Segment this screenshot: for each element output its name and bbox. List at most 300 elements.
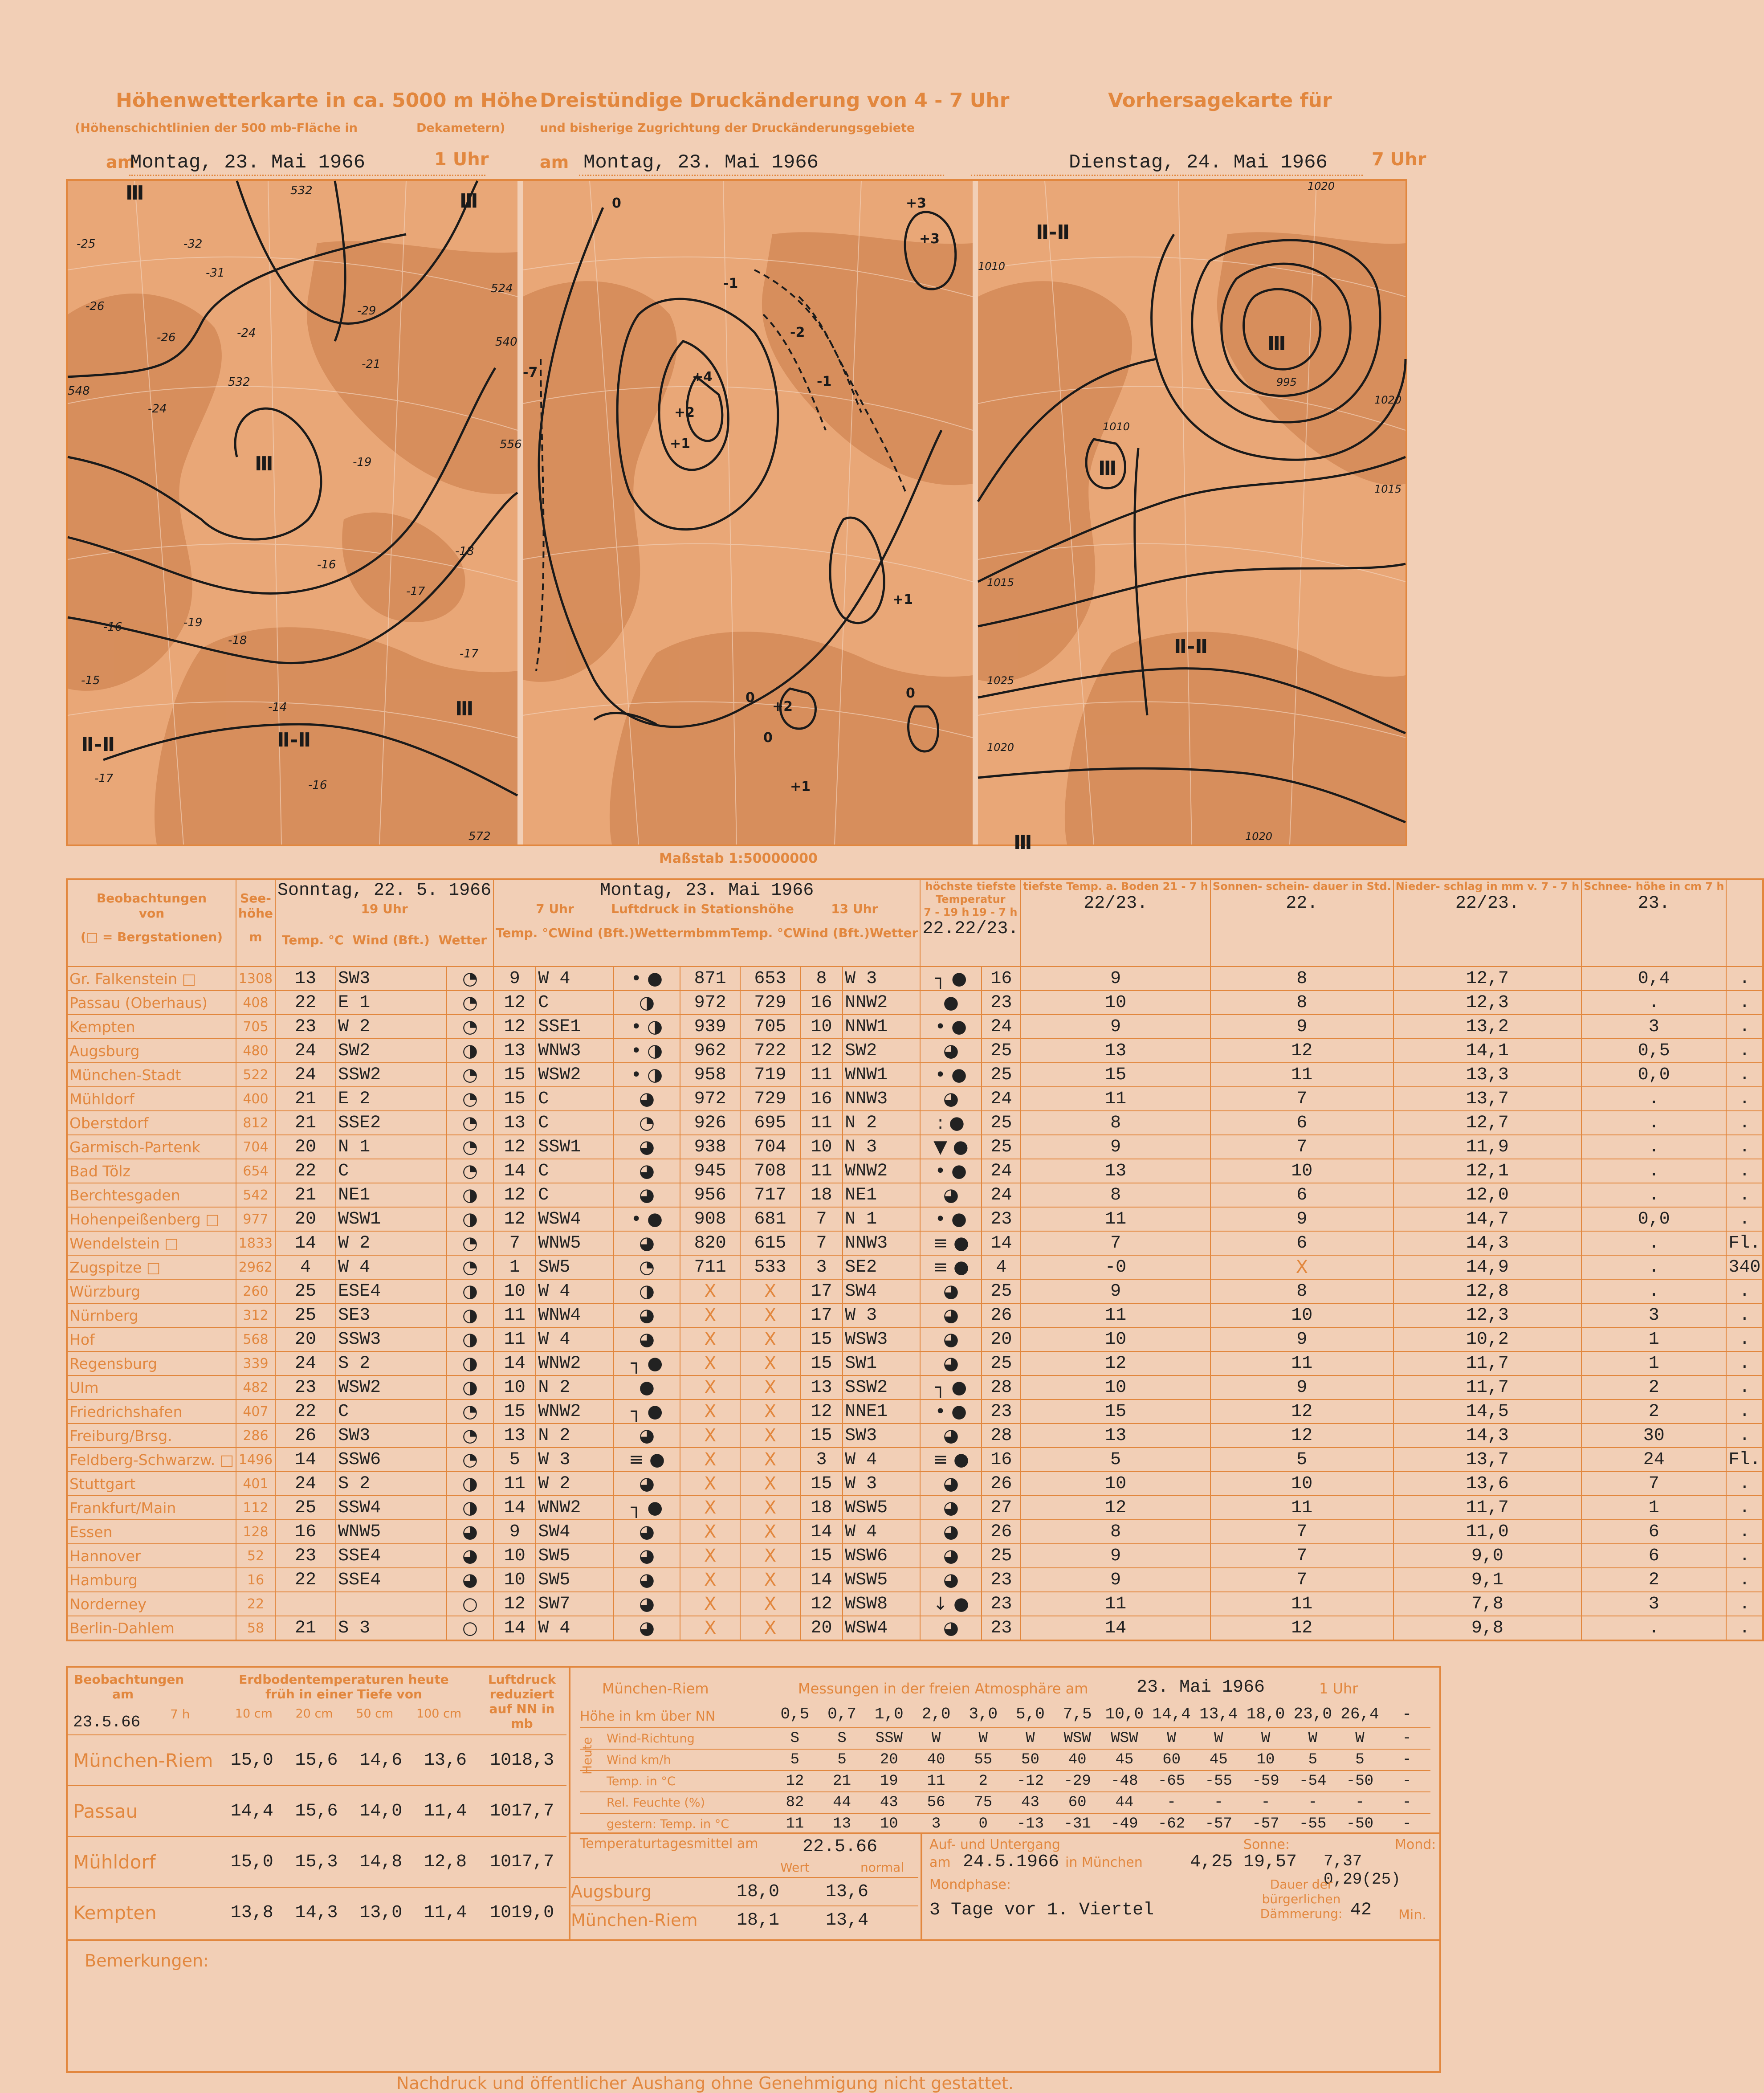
pressure-mb: X	[680, 1327, 740, 1351]
pressure-mm: 681	[740, 1207, 800, 1231]
wind-19: WSW1	[336, 1207, 447, 1231]
soil-value: 13,8	[230, 1902, 273, 1923]
weather-7: • ●	[614, 967, 680, 991]
station-row	[67, 1015, 1763, 1039]
precip: .	[1581, 1159, 1726, 1183]
obs-header-m: m	[249, 930, 262, 945]
aero-level: 10,0	[1105, 1705, 1144, 1723]
pressure-mb: X	[680, 1544, 740, 1568]
temp-13: 15	[800, 1424, 843, 1448]
temp-max: 24	[982, 1183, 1021, 1207]
wind-7: C	[536, 1087, 613, 1111]
temp-19: 20	[275, 1207, 336, 1231]
weather-13: ◕	[920, 1496, 982, 1520]
aero-value: 2	[978, 1773, 988, 1790]
tm-normal-value: 13,6	[825, 1881, 868, 1902]
am-label-2: am	[540, 152, 569, 172]
station-name: Regensburg	[67, 1351, 236, 1375]
station-row	[67, 1159, 1763, 1183]
wind-7: WNW2	[536, 1496, 613, 1520]
precip: .	[1581, 991, 1726, 1015]
remarks-label: Bemerkungen:	[85, 1951, 209, 1971]
temp-ground: 12	[1210, 1039, 1393, 1063]
weather-7: ◕	[614, 1472, 680, 1496]
station-height: 1833	[236, 1231, 275, 1255]
wind-7: C	[536, 1183, 613, 1207]
soil-hour: 7 h	[170, 1707, 190, 1722]
temp-13: 15	[800, 1544, 843, 1568]
wind-13: WSW8	[843, 1592, 920, 1616]
temp-ground: 12	[1210, 1616, 1393, 1640]
aero-value: 44	[833, 1794, 851, 1811]
aero-value: -	[1402, 1773, 1412, 1790]
temp-min: 12	[1021, 1351, 1210, 1375]
station-height: 52	[236, 1544, 275, 1568]
wind-13: N 3	[843, 1135, 920, 1159]
aero-level: 0,5	[780, 1705, 810, 1723]
temp-7: 12	[493, 1135, 536, 1159]
temp-max: 28	[982, 1375, 1021, 1399]
soil-value: 13,6	[424, 1750, 467, 1771]
precip: 6	[1581, 1544, 1726, 1568]
svg-text:524: 524	[491, 282, 513, 295]
weather-19: ◔	[447, 1063, 493, 1087]
precip: 1	[1581, 1351, 1726, 1375]
aero-value: 13	[833, 1816, 851, 1832]
wind-19: S 2	[336, 1472, 447, 1496]
wind-13: W 3	[843, 1303, 920, 1327]
weather-19: ◔	[447, 1399, 493, 1424]
weather-13: ◕	[920, 1424, 982, 1448]
svg-text:-15: -15	[81, 674, 100, 687]
station-name: Stuttgart	[67, 1472, 236, 1496]
svg-text:+3: +3	[919, 231, 940, 247]
aero-level: -	[1402, 1705, 1412, 1723]
temp-19: 22	[275, 1568, 336, 1592]
temp-19	[275, 1592, 336, 1616]
sunshine: 13,2	[1393, 1015, 1581, 1039]
aero-value: 19	[880, 1773, 898, 1790]
wind-13: W 3	[843, 967, 920, 991]
aero-value: 43	[1021, 1794, 1039, 1811]
svg-text:1020: 1020	[1374, 394, 1402, 406]
pressure-mb: X	[680, 1375, 740, 1399]
wind-19: SSW3	[336, 1327, 447, 1351]
wind-19: SSE4	[336, 1544, 447, 1568]
wind-13: N 2	[843, 1111, 920, 1135]
svg-text:532: 532	[290, 184, 313, 197]
soil-depth-label: 100 cm	[416, 1707, 462, 1721]
wind-19: SSE2	[336, 1111, 447, 1135]
weather-13: ◕	[920, 1303, 982, 1327]
station-row	[67, 1279, 1763, 1303]
weather-7: • ●	[614, 1207, 680, 1231]
station-name: Oberstdorf	[67, 1111, 236, 1135]
soil-depth-label: 20 cm	[295, 1707, 333, 1721]
temp-max: 26	[982, 1520, 1021, 1544]
temp-19: 22	[275, 1399, 336, 1424]
temp-7: 11	[493, 1303, 536, 1327]
wind-19: ESE4	[336, 1279, 447, 1303]
h-197: 19 - 7 h	[972, 906, 1018, 918]
aero-row-label: Wind km/h	[607, 1753, 671, 1767]
sunshine: 11,0	[1393, 1520, 1581, 1544]
wind-13: NE1	[843, 1183, 920, 1207]
h-wetter-7: Wetter	[634, 925, 683, 940]
pressure-mb: 711	[680, 1255, 740, 1279]
pressure-mm: X	[740, 1592, 800, 1616]
aero-value: 5	[837, 1751, 847, 1768]
precip: .	[1581, 1183, 1726, 1207]
svg-text:Ⅱ-Ⅱ: Ⅱ-Ⅱ	[1036, 221, 1070, 244]
soil-station: Kempten	[73, 1901, 157, 1924]
pressure-mm: X	[740, 1616, 800, 1640]
aero-value: -31	[1063, 1816, 1091, 1832]
station-height: 260	[236, 1279, 275, 1303]
temp-max: 25	[982, 1111, 1021, 1135]
weather-19: ◑	[447, 1496, 493, 1520]
snow: Fl.	[1726, 1448, 1763, 1472]
aero-value: -50	[1346, 1773, 1374, 1790]
aero-value: -	[1308, 1794, 1317, 1811]
temp-ground: 7	[1210, 1544, 1393, 1568]
precip: 6	[1581, 1520, 1726, 1544]
temp-ground: 7	[1210, 1087, 1393, 1111]
station-height: 408	[236, 991, 275, 1015]
weather-7: ┐ ●	[614, 1496, 680, 1520]
svg-text:-14: -14	[268, 701, 287, 714]
weather-13: ≡ ●	[920, 1231, 982, 1255]
weather-7: ≡ ●	[614, 1448, 680, 1472]
aero-value: -	[1402, 1816, 1412, 1832]
temp-7: 9	[493, 967, 536, 991]
soil-rows	[68, 1734, 566, 1938]
pressure-mb: 958	[680, 1063, 740, 1087]
wind-7: WNW4	[536, 1303, 613, 1327]
temp-19: 26	[275, 1424, 336, 1448]
weather-19: ◑	[447, 1183, 493, 1207]
wind-13: SW4	[843, 1279, 920, 1303]
svg-text:-25: -25	[77, 237, 96, 251]
temp-ground: 10	[1210, 1472, 1393, 1496]
wind-13: SSW2	[843, 1375, 920, 1399]
precip: .	[1581, 1255, 1726, 1279]
pressure-mb: 972	[680, 991, 740, 1015]
station-row	[67, 967, 1763, 991]
temp-19: 21	[275, 1183, 336, 1207]
snow: .	[1726, 1472, 1763, 1496]
aero-value: 10	[880, 1816, 898, 1832]
svg-text:-32: -32	[183, 237, 203, 251]
pressure-mm: 704	[740, 1135, 800, 1159]
sea-level-pressure: 1017,7	[490, 1801, 554, 1821]
pressure-mb: X	[680, 1399, 740, 1424]
weather-13: ≡ ●	[920, 1448, 982, 1472]
svg-text:Ⅲ: Ⅲ	[126, 182, 144, 204]
temp-13: 14	[800, 1520, 843, 1544]
wind-19: SSW2	[336, 1063, 447, 1087]
station-name: Hamburg	[67, 1568, 236, 1592]
snow: .	[1726, 1111, 1763, 1135]
h-d2: 22/23.	[954, 919, 1019, 939]
temp-13: 18	[800, 1496, 843, 1520]
precip: 24	[1581, 1448, 1726, 1472]
station-name: Nürnberg	[67, 1303, 236, 1327]
astro-mond: Mond:	[1395, 1837, 1436, 1852]
aero-value: 0	[978, 1816, 988, 1832]
precip: 30	[1581, 1424, 1726, 1448]
temp-7: 14	[493, 1616, 536, 1640]
snow: .	[1726, 1592, 1763, 1616]
soil-value: 14,0	[359, 1801, 403, 1821]
aero-value: W	[1355, 1730, 1365, 1747]
forecast-map	[978, 180, 1405, 854]
station-height: 400	[236, 1087, 275, 1111]
astro-phase-label: Mondphase:	[929, 1877, 1011, 1893]
tm-normal: normal	[860, 1860, 904, 1875]
aero-value: -13	[1016, 1816, 1044, 1832]
soil-value: 15,3	[295, 1852, 338, 1872]
svg-text:Ⅲ: Ⅲ	[1098, 457, 1117, 480]
weather-7: • ◑	[614, 1039, 680, 1063]
svg-text:1020: 1020	[1245, 830, 1273, 843]
h-tiefste-boden: tiefste Temp. a. Boden 21 - 7 h	[1023, 880, 1208, 893]
station-height: 16	[236, 1568, 275, 1592]
weather-19: ◕	[447, 1544, 493, 1568]
aero-value: -57	[1205, 1816, 1232, 1832]
sunshine: 11,7	[1393, 1496, 1581, 1520]
wind-19: WSW2	[336, 1375, 447, 1399]
svg-text:0: 0	[906, 685, 915, 701]
temp-min: 11	[1021, 1303, 1210, 1327]
weather-13: • ●	[920, 1399, 982, 1424]
svg-text:+2: +2	[674, 405, 695, 420]
temp-7: 13	[493, 1039, 536, 1063]
pressure-mb: 945	[680, 1159, 740, 1183]
aero-value: W	[978, 1730, 988, 1747]
upper-air-map	[68, 181, 522, 845]
temp-7: 10	[493, 1375, 536, 1399]
temp-ground: 12	[1210, 1424, 1393, 1448]
weather-19: ◑	[447, 1375, 493, 1399]
weather-13: ◕	[920, 1616, 982, 1640]
temp-7: 1	[493, 1255, 536, 1279]
astro-date: 24.5.1966	[963, 1852, 1059, 1872]
snow: Fl.	[1726, 1231, 1763, 1255]
weather-19: ◔	[447, 1015, 493, 1039]
weather-19: ◑	[447, 1279, 493, 1303]
weather-19: ◑	[447, 1327, 493, 1351]
station-name: Mühldorf	[67, 1087, 236, 1111]
aero-level: 14,4	[1152, 1705, 1191, 1723]
astro-phase: 3 Tage vor 1. Viertel	[929, 1900, 1154, 1920]
weather-19: ◑	[447, 1472, 493, 1496]
temp-19: 21	[275, 1616, 336, 1640]
sunshine: 14,9	[1393, 1255, 1581, 1279]
temp-13: 7	[800, 1207, 843, 1231]
sunshine: 14,3	[1393, 1424, 1581, 1448]
temp-min: 15	[1021, 1399, 1210, 1424]
weather-19: ◔	[447, 1424, 493, 1448]
temp-max: 16	[982, 967, 1021, 991]
pressure-mm: X	[740, 1279, 800, 1303]
station-row	[67, 1135, 1763, 1159]
soil-station: Passau	[73, 1800, 138, 1822]
precip: 2	[1581, 1375, 1726, 1399]
temp-19: 25	[275, 1496, 336, 1520]
station-name: Ulm	[67, 1375, 236, 1399]
aero-value: -49	[1111, 1816, 1138, 1832]
temp-max: 14	[982, 1231, 1021, 1255]
temp-19: 24	[275, 1039, 336, 1063]
aero-value: W	[1026, 1730, 1035, 1747]
sunshine: 10,2	[1393, 1327, 1581, 1351]
weather-19: ◑	[447, 1039, 493, 1063]
aero-value: 56	[927, 1794, 945, 1811]
svg-text:Ⅲ: Ⅲ	[1267, 332, 1286, 355]
temp-min: 13	[1021, 1424, 1210, 1448]
snow: .	[1726, 1568, 1763, 1592]
wind-7: WNW2	[536, 1351, 613, 1375]
aero-row-label: Temp. in °C	[607, 1774, 676, 1788]
svg-text:-18: -18	[228, 634, 247, 647]
precip: 3	[1581, 1015, 1726, 1039]
soil-value: 15,6	[295, 1750, 338, 1771]
astro-title: Auf- und Untergang	[929, 1837, 1060, 1852]
aero-value: -55	[1299, 1816, 1327, 1832]
tm-normal-value: 13,4	[825, 1910, 868, 1930]
station-height: 407	[236, 1399, 275, 1424]
svg-text:-26: -26	[86, 300, 105, 313]
station-name: Passau (Oberhaus)	[67, 991, 236, 1015]
soil-station: Mühldorf	[73, 1851, 156, 1873]
aero-value: 11	[786, 1816, 804, 1832]
wind-7: SSE1	[536, 1015, 613, 1039]
wind-7: WNW2	[536, 1399, 613, 1424]
temp-7: 12	[493, 1592, 536, 1616]
station-height: 22	[236, 1592, 275, 1616]
temp-ground: 8	[1210, 991, 1393, 1015]
station-height: 522	[236, 1063, 275, 1087]
temp-ground: 9	[1210, 1207, 1393, 1231]
station-row	[67, 1544, 1763, 1568]
sunshine: 14,7	[1393, 1207, 1581, 1231]
aero-value: SSW	[875, 1730, 903, 1747]
aero-row	[580, 1727, 1430, 1749]
tm-row	[571, 1877, 918, 1905]
station-row	[67, 1448, 1763, 1472]
h-nieder: Nieder- schlag in mm v. 7 - 7 h	[1395, 880, 1580, 893]
precip: .	[1581, 1231, 1726, 1255]
aero-value: -48	[1111, 1773, 1138, 1790]
weather-7: ◕	[614, 1327, 680, 1351]
remarks-box	[66, 1938, 1441, 2073]
weather-7: ◕	[614, 1159, 680, 1183]
aero-value: -54	[1299, 1773, 1327, 1790]
wind-13: WSW4	[843, 1616, 920, 1640]
wind-13: WSW5	[843, 1568, 920, 1592]
pressure-mb: 871	[680, 967, 740, 991]
temp-max: 24	[982, 1159, 1021, 1183]
weather-7: • ◑	[614, 1063, 680, 1087]
obs-header-von: von	[139, 906, 165, 921]
aero-value: 5	[1355, 1751, 1365, 1768]
aero-value: W	[1308, 1730, 1317, 1747]
aero-value: 60	[1068, 1794, 1087, 1811]
h-d1: 22.	[922, 919, 955, 939]
temp-max: 25	[982, 1279, 1021, 1303]
map3-title: Vorhersagekarte für	[1108, 89, 1332, 112]
snow: .	[1726, 1183, 1763, 1207]
temp-19: 24	[275, 1472, 336, 1496]
station-name: Frankfurt/Main	[67, 1496, 236, 1520]
station-row	[67, 1039, 1763, 1063]
soil-depth-label: 50 cm	[356, 1707, 394, 1721]
h-d6: 23.	[1638, 893, 1670, 914]
precip: 3	[1581, 1592, 1726, 1616]
svg-text:556: 556	[500, 438, 522, 451]
temp-19: 25	[275, 1279, 336, 1303]
aero-rows	[580, 1727, 1430, 1834]
wind-13: WSW3	[843, 1327, 920, 1351]
temp-min: 10	[1021, 991, 1210, 1015]
svg-text:+1: +1	[790, 779, 811, 795]
temp-ground: 10	[1210, 1303, 1393, 1327]
precip: .	[1581, 1279, 1726, 1303]
temp-7: 11	[493, 1327, 536, 1351]
precip: .	[1581, 1616, 1726, 1640]
precip: .	[1581, 1087, 1726, 1111]
station-height: 654	[236, 1159, 275, 1183]
temp-ground: 11	[1210, 1592, 1393, 1616]
temp-max: 23	[982, 1616, 1021, 1640]
temp-ground: 10	[1210, 1159, 1393, 1183]
map-scale: Maßstab 1:50000000	[659, 851, 818, 866]
wind-7: WSW4	[536, 1207, 613, 1231]
temp-13: 15	[800, 1351, 843, 1375]
tm-wert-value: 18,0	[736, 1881, 779, 1902]
wind-7: W 3	[536, 1448, 613, 1472]
station-row	[67, 1375, 1763, 1399]
wind-13: SW1	[843, 1351, 920, 1375]
wind-7: WSW2	[536, 1063, 613, 1087]
temp-13: 15	[800, 1472, 843, 1496]
temp-13: 16	[800, 1087, 843, 1111]
weather-13: • ●	[920, 1015, 982, 1039]
precip: 2	[1581, 1568, 1726, 1592]
aero-value: 44	[1115, 1794, 1134, 1811]
soil-row	[68, 1785, 566, 1836]
soil-depths	[224, 1707, 473, 1721]
temp-max: 28	[982, 1424, 1021, 1448]
am-label-1: am	[106, 152, 135, 172]
svg-text:Ⅲ: Ⅲ	[455, 698, 474, 720]
temp-min: 5	[1021, 1448, 1210, 1472]
weather-13: ◕	[920, 1568, 982, 1592]
sunday-time: 19 Uhr	[361, 902, 408, 916]
temp-7: 12	[493, 1183, 536, 1207]
weather-19: ◑	[447, 1207, 493, 1231]
pressure-mb: 962	[680, 1039, 740, 1063]
aero-level: 1,0	[874, 1705, 904, 1723]
temp-min: 8	[1021, 1183, 1210, 1207]
temp-max: 16	[982, 1448, 1021, 1472]
weather-7: ●	[614, 1375, 680, 1399]
astro-min: Min.	[1398, 1907, 1426, 1923]
weather-7: ◕	[614, 1424, 680, 1448]
station-height: 1496	[236, 1448, 275, 1472]
wind-19: N 1	[336, 1135, 447, 1159]
